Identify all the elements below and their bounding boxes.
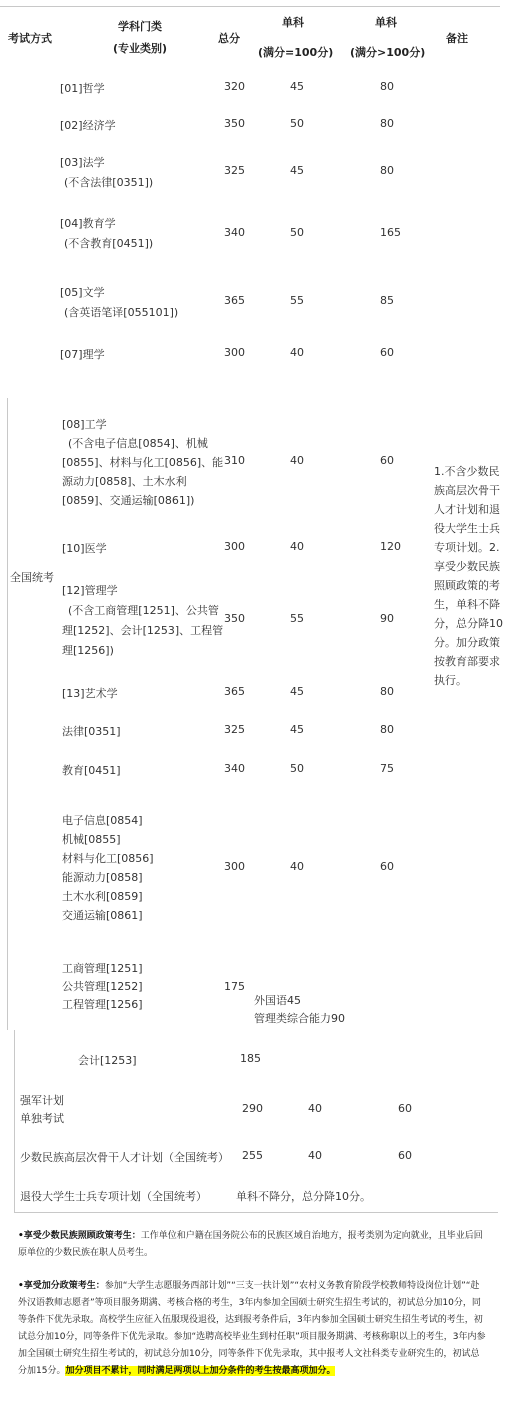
subject-cell: [07]理学 [60, 348, 105, 361]
subject-cell: 交通运输[0861] [62, 909, 143, 922]
total-score-cell: 175 [224, 980, 245, 993]
total-score-cell: 310 [224, 454, 245, 467]
subject-cell: [02]经济学 [60, 119, 116, 132]
single-gt100-cell: 60 [398, 1102, 412, 1115]
special-plan-label: 少数民族高层次骨干人才计划（全国统考） [20, 1151, 229, 1164]
header-single-gt100-line1: 单科 [375, 16, 397, 29]
special-plan-label: 强军计划 [20, 1094, 64, 1107]
header-single-100-line1: 单科 [282, 16, 304, 29]
single-100-cell: 40 [308, 1149, 322, 1162]
total-score-cell: 255 [242, 1149, 263, 1162]
subject-cell: (不含法律[0351]) [64, 176, 154, 189]
subject-cell: 材料与化工[0856] [62, 852, 154, 865]
subject-cell: [04]教育学 [60, 217, 116, 230]
header-subject-line1: 学科门类 [118, 20, 162, 33]
single-gt100-cell: 85 [380, 294, 394, 307]
subject-cell: [0855]、材料与化工[0856]、能 [62, 456, 224, 469]
header-exam-mode: 考试方式 [8, 32, 52, 45]
bonus-policy-body: 参加“大学生志愿服务西部计划”“三支一扶计划”“农村义务教育阶段学校教师特设岗位计划”“赴外汉语教师志愿者”等项目服务期满、考核合格的考生，3年内参加全国硕士研究生招生考试的，初试总分加10分，同等条件下优先录取。高校学生应征入伍服现役退役，达到报考条件后，3年内参加全国硕士研究生招生考试的考生，初试总分加10分，同等条件下优先录取。参加“选聘高校毕业生到村任职”项目服务期满、考核称职以上的考生，3年内参加全国硕士研究生招生考试的，初试总分加10分，同等条件下优先录取，其中报考人文社科类专业研究生的，初试总分加15分。 [18, 1281, 486, 1376]
minority-policy-body: 工作单位和户籍在国务院公布的民族区域自治地方，报考类别为定向就业，且毕业后回原单位的少数民族在职人员考生。 [18, 1231, 483, 1258]
subject-cell: 机械[0855] [62, 833, 121, 846]
single-gt100-cell: 75 [380, 762, 394, 775]
single-gt100-cell: 80 [380, 164, 394, 177]
single-subject-note: 管理类综合能力90 [254, 1012, 345, 1025]
subject-cell: [0859]、交通运输[0861]) [62, 494, 195, 507]
single-100-cell: 45 [290, 685, 304, 698]
single-100-cell: 40 [290, 540, 304, 553]
single-subject-note: 外国语45 [254, 994, 301, 1007]
single-100-cell: 50 [290, 762, 304, 775]
header-single-100-line2: (满分=100分) [258, 46, 334, 59]
total-score-cell: 300 [224, 346, 245, 359]
bonus-policy-highlight: 加分项目不累计，同时满足两项以上加分条件的考生按最高项加分。 [65, 1366, 336, 1376]
subject-cell: 工程管理[1256] [62, 998, 143, 1011]
subject-cell: [10]医学 [62, 542, 107, 555]
total-score-cell: 300 [224, 540, 245, 553]
total-score-cell: 365 [224, 294, 245, 307]
single-100-cell: 40 [290, 454, 304, 467]
single-100-cell: 45 [290, 80, 304, 93]
header-subject-line2: (专业类别) [112, 42, 168, 55]
subject-cell: 教育[0451] [62, 764, 121, 777]
subject-cell: 工商管理[1251] [62, 962, 143, 975]
single-gt100-cell: 60 [380, 454, 394, 467]
subject-cell: (不含教育[0451]) [64, 237, 154, 250]
subject-cell: [13]艺术学 [62, 687, 118, 700]
single-100-cell: 40 [290, 860, 304, 873]
single-100-cell: 40 [290, 346, 304, 359]
subject-cell: [03]法学 [60, 156, 105, 169]
special-plan-policy: 单科不降分，总分降10分。 [236, 1190, 371, 1203]
exam-mode-left-border [7, 398, 8, 1030]
total-score-cell: 300 [224, 860, 245, 873]
single-gt100-cell: 165 [380, 226, 401, 239]
single-gt100-cell: 80 [380, 117, 394, 130]
bonus-policy-title: •享受加分政策考生： [18, 1281, 105, 1291]
subject-cell: 理[1252]、会计[1253]、工程管 [62, 624, 224, 637]
subject-cell: [08]工学 [62, 418, 107, 431]
bonus-policy-note [18, 1278, 486, 1380]
table-bottom-border [14, 1212, 498, 1213]
header-single-gt100-line2: (满分>100分) [350, 46, 426, 59]
subject-cell: 电子信息[0854] [62, 814, 143, 827]
minority-policy-title: •享受少数民族照顾政策考生： [18, 1231, 141, 1241]
single-100-cell: 45 [290, 164, 304, 177]
lower-left-border [14, 1030, 15, 1212]
subject-cell: [05]文学 [60, 286, 105, 299]
total-score-cell: 290 [242, 1102, 263, 1115]
subject-cell: 公共管理[1252] [62, 980, 143, 993]
single-gt100-cell: 80 [380, 80, 394, 93]
minority-policy-note [18, 1228, 486, 1262]
total-score-cell: 365 [224, 685, 245, 698]
special-plan-label: 退役大学生士兵专项计划（全国统考） [20, 1190, 207, 1203]
single-gt100-cell: 60 [380, 860, 394, 873]
total-score-cell: 325 [224, 164, 245, 177]
subject-cell: 土木水利[0859] [62, 890, 143, 903]
total-score-cell: 340 [224, 762, 245, 775]
exam-mode-national: 全国统考 [10, 571, 54, 584]
remark-text: 1.不含少数民族高层次骨干人才计划和退役大学生士兵专项计划。2.享受少数民族照顾政策的考生，单科不降分，总分降10分。加分政策按教育部要求执行。 [434, 465, 503, 687]
total-score-cell: 325 [224, 723, 245, 736]
subject-cell: 理[1256]) [62, 644, 114, 657]
table-top-border [0, 6, 500, 7]
single-100-cell: 45 [290, 723, 304, 736]
subject-cell: 会计[1253] [78, 1054, 137, 1067]
single-gt100-cell: 120 [380, 540, 401, 553]
subject-cell: 法律[0351] [62, 725, 121, 738]
subject-cell: (不含工商管理[1251]、公共管 [68, 604, 219, 617]
single-100-cell: 55 [290, 612, 304, 625]
single-100-cell: 50 [290, 226, 304, 239]
special-plan-label: 单独考试 [20, 1112, 64, 1125]
total-score-cell: 350 [224, 117, 245, 130]
single-gt100-cell: 60 [398, 1149, 412, 1162]
subject-cell: [12]管理学 [62, 584, 118, 597]
subject-cell: 源动力[0858]、土木水利 [62, 475, 187, 488]
subject-cell: (含英语笔译[055101]) [64, 306, 179, 319]
single-100-cell: 55 [290, 294, 304, 307]
single-gt100-cell: 90 [380, 612, 394, 625]
single-gt100-cell: 80 [380, 723, 394, 736]
total-score-cell: 350 [224, 612, 245, 625]
single-100-cell: 50 [290, 117, 304, 130]
single-gt100-cell: 80 [380, 685, 394, 698]
subject-cell: 能源动力[0858] [62, 871, 143, 884]
total-score-cell: 185 [240, 1052, 261, 1065]
header-remark: 备注 [446, 32, 468, 45]
single-gt100-cell: 60 [380, 346, 394, 359]
total-score-cell: 320 [224, 80, 245, 93]
total-score-cell: 340 [224, 226, 245, 239]
subject-cell: (不含电子信息[0854]、机械 [68, 437, 208, 450]
single-100-cell: 40 [308, 1102, 322, 1115]
subject-cell: [01]哲学 [60, 82, 105, 95]
header-total: 总分 [218, 32, 240, 45]
